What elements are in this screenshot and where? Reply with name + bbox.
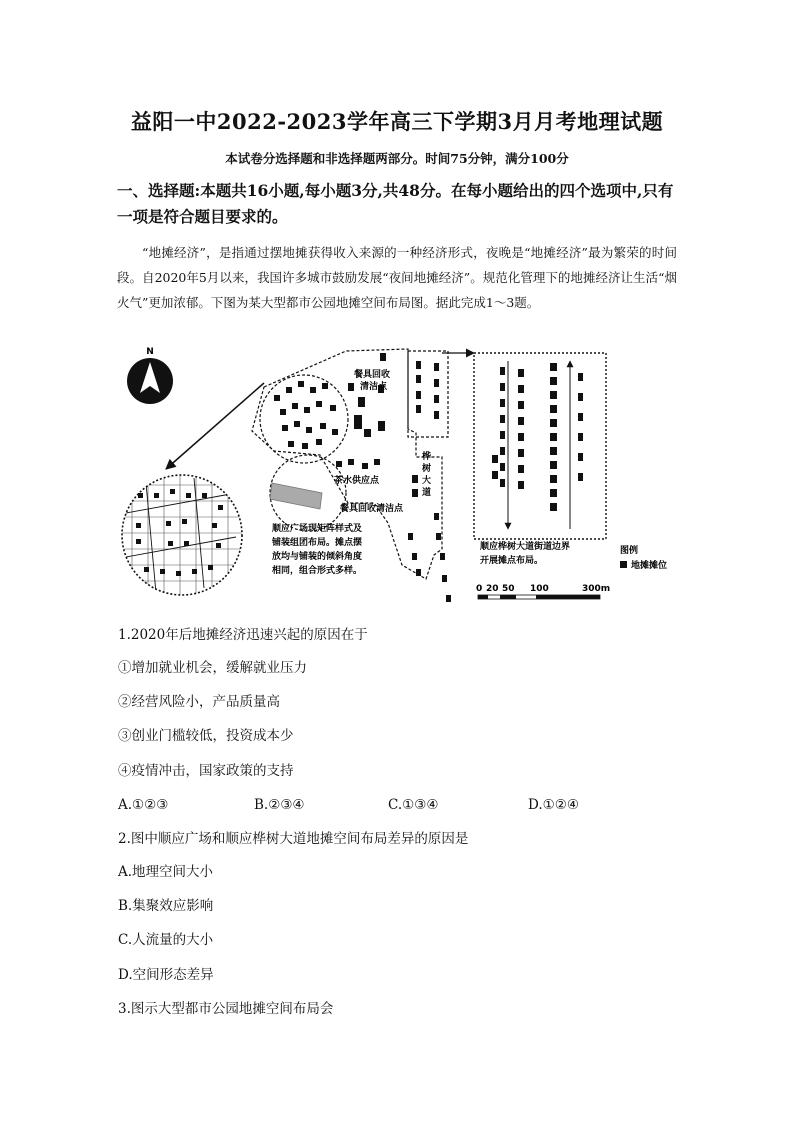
label-avenue-3: 大 [422, 476, 432, 486]
legend-title: 图例 [620, 546, 639, 556]
label-tableware-top-1: 餐具回收 [354, 370, 391, 380]
section-heading-line1: 一、选择题:本题共16小题,每小题3分,共48分。在每小题给出的四个选项中,只有 [117, 181, 674, 200]
label-tableware-bottom: 餐具回收清洁点 [340, 504, 404, 514]
question-2-option-a: A.地理空间大小 [118, 864, 214, 880]
square-zoom-circle [116, 463, 256, 603]
scale-50: 50 [502, 584, 515, 594]
square-stalls [274, 381, 338, 449]
exam-instructions: 本试卷分选择题和非选择题两部分。时间75分钟，满分100分 [225, 151, 569, 166]
square-note-2: 铺装组团布局。摊点摆 [272, 538, 363, 548]
scale-20: 20 [486, 584, 499, 594]
label-tea-supply: 茶水供应点 [334, 476, 380, 486]
scale-100: 100 [530, 584, 549, 594]
question-1-option-d: D.①②④ [528, 797, 579, 813]
legend-stall-label: 地摊摊位 [631, 561, 668, 571]
question-1-option-c: C.①③④ [388, 797, 439, 813]
question-1: 1.2020年后地摊经济迅速兴起的原因在于 [118, 627, 368, 643]
section-heading-line2: 一项是符合题目要求的。 [117, 207, 288, 226]
question-2-option-c: C.人流量的大小 [118, 932, 214, 948]
question-2-option-b: B.集聚效应影响 [118, 898, 214, 914]
park-stall-layout-map [116, 343, 678, 607]
scale-300: 300m [582, 584, 611, 594]
question-3: 3.图示大型都市公园地摊空间布局会 [118, 1001, 334, 1017]
question-1-statement-4: ④疫情冲击，国家政策的支持 [118, 763, 294, 779]
square-note-3: 放均与铺装的倾斜角度 [272, 552, 363, 562]
question-2-option-d: D.空间形态差异 [118, 967, 214, 983]
legend-stall-swatch [620, 561, 627, 568]
square-note-4: 相同，组合形式多样。 [272, 566, 363, 576]
question-1-statement-1: ①增加就业机会，缓解就业压力 [118, 660, 307, 676]
label-avenue-2: 树 [422, 464, 432, 474]
square-focus-circle [260, 375, 348, 463]
section-heading [117, 178, 677, 230]
north-label: N [146, 347, 154, 357]
label-avenue-1: 桦 [422, 452, 432, 462]
scale-bar [476, 584, 610, 599]
avenue-note-2: 开展摊点布局。 [480, 556, 544, 566]
scale-0: 0 [476, 584, 483, 594]
page-title: 益阳一中2022-2023学年高三下学期3月月考地理试题 [130, 109, 664, 134]
label-avenue-4: 道 [422, 488, 432, 498]
north-arrow-icon [127, 347, 173, 404]
question-2: 2.图中顺应广场和顺应桦树大道地摊空间布局差异的原因是 [118, 831, 469, 847]
north-strip [408, 351, 448, 437]
question-1-option-a: A.①②③ [118, 797, 169, 813]
question-1-statement-3: ③创业门槛较低，投资成本少 [118, 728, 294, 744]
square-note-1: 顺应广场现矩阵样式及 [272, 524, 363, 534]
avenue-zoom-box [474, 353, 606, 539]
question-1-statement-2: ②经营风险小，产品质量高 [118, 694, 280, 710]
avenue-note-1: 顺应桦树大道街道边界 [480, 542, 571, 552]
avenue-stalls [492, 361, 583, 529]
reading-passage: “地摊经济”，是指通过摆地摊获得收入来源的一种经济形式，夜晚是“地摊经济”最为繁荣的时间段。自2020年5月以来，我国许多城市鼓励发展“夜间地摊经济”。规范化管理下的地摊经济让生活“烟火气”更加浓郁。下图为某大型都市公园地摊空间布局图。据此完成1～3题。 [117, 245, 677, 310]
label-tableware-top-2: 清洁点 [360, 382, 388, 392]
question-1-option-b: B.②③④ [254, 797, 305, 813]
